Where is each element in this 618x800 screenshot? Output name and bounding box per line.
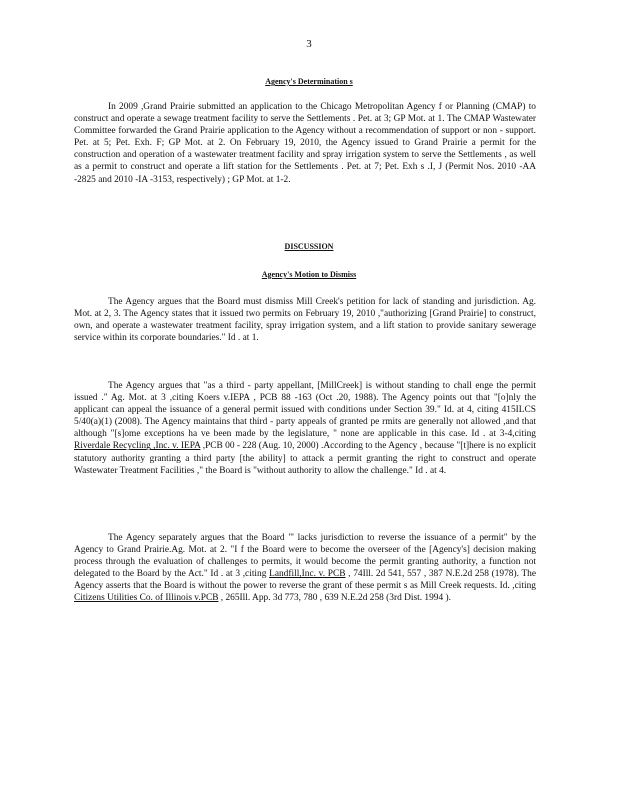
- paragraph-jurisdiction-argument: [74, 532, 536, 605]
- case-citation-riverdale: Riverdale Recycling ,Inc. v. IEPA: [74, 441, 201, 452]
- heading-agency-determination: Agency's Determination s: [265, 77, 353, 86]
- heading-discussion: DISCUSSION: [284, 242, 334, 251]
- paragraph-agency-argument: The Agency argues that the Board must dismiss Mill Creek's petition for lack of standing and jurisdiction. Ag. Mot. at 2, 3. The Agency states that it issued two permits on February 19, 2010 ,"authorizing [Grand Prairie] to construct, own, and operate a wastewater treatment facility, spray irrigation system, and a lift station to provide sanitary sewerage service within its corporate boundaries." Id . at 1.: [74, 297, 536, 344]
- heading-motion-to-dismiss: Agency's Motion to Dismiss: [261, 270, 357, 279]
- standing-text-b: ,PCB 00 - 228 (Aug. 10, 2000) .According to the Agency , because "[t]here is no explicit statutory authority granting a third party [the ability] to attack a permit granting the right to construct and operate Wastewater Treatment Facilities ," the Board is "without authority to allow the challenge." Id . at 4.: [74, 441, 537, 476]
- jurisdiction-text-b: , 74Ill. 2d 541, 557 , 387 N.E.2d 258 (1978). The Agency asserts that the Board is without the power to reverse the grant of these permit s as Mill Creek requests. Id. ,citing: [74, 569, 537, 592]
- page-number: 3: [306, 38, 312, 50]
- jurisdiction-text-c: , 265Ill. App. 3d 773, 780 , 639 N.E.2d 258 (3rd Dist. 1994 ).: [218, 593, 451, 604]
- case-citation-landfill: Landfill,Inc. v. PCB: [269, 569, 346, 580]
- jurisdiction-text-a: The Agency separately argues that the Board "' lacks jurisdiction to reverse the issuance of a permit" by the Agency to Grand Prairie.Ag. Mot. at 2. "I f the Board were to become the overseer of the [Agency's] decision making process through the evaluation of challenges to permits, it would become the permit granting authority, a function not delegated to the Board by the Act." Id . at 3 ,citing: [74, 533, 536, 580]
- paragraph-background: In 2009 ,Grand Prairie submitted an application to the Chicago Metropolitan Agency f or Planning (CMAP) to construct and operate a sewage treatment facility to serve the Settlements . Pet. at 3; GP Mot. at 1. The CMAP Wastewater Committee forwarded the Grand Prairie application to the Agency without a recommendation of support or non - support. Pet. at 5; Pet. Exh. F; GP Mot. at 2. On February 19, 2010, the Agency issued to Grand Prairie a permit for the construction and operation of a wastewater treatment facility and spray irrigation system to serve the Settlements , as well as a permit to construct and operate a lift station for the Settlements . Pet. at 7; Pet. Exh s .I, J (Permit Nos. 2010 -AA -2825 and 2010 -IA -3153, respectively) ; GP Mot. at 1-2.: [74, 102, 536, 185]
- case-citation-citizens-utilities: Citizens Utilities Co. of Illinois v.PCB: [74, 593, 219, 604]
- standing-text-a: The Agency argues that "as a third - party appellant, [MillCreek] is without standing to chall enge the permit issued ." Ag. Mot. at 3 ,citing Koers v.IEPA , PCB 88 -163 (Oct .20, 1988). The Agency points out that "[o]nly the applicant can appeal the issuance of a general permit issued with conditions under Section 39." Id. at 4, citing 415ILCS 5/40(a)(1) (2008). The Agency maintains that third - party appeals of granted pe rmits are generally not allowed ,and that although "[s]ome exceptions ha ve been made by the legislature, " none are applicable in this case. Id . at 3-4,citing: [74, 381, 536, 440]
- paragraph-standing-argument: [74, 380, 536, 477]
